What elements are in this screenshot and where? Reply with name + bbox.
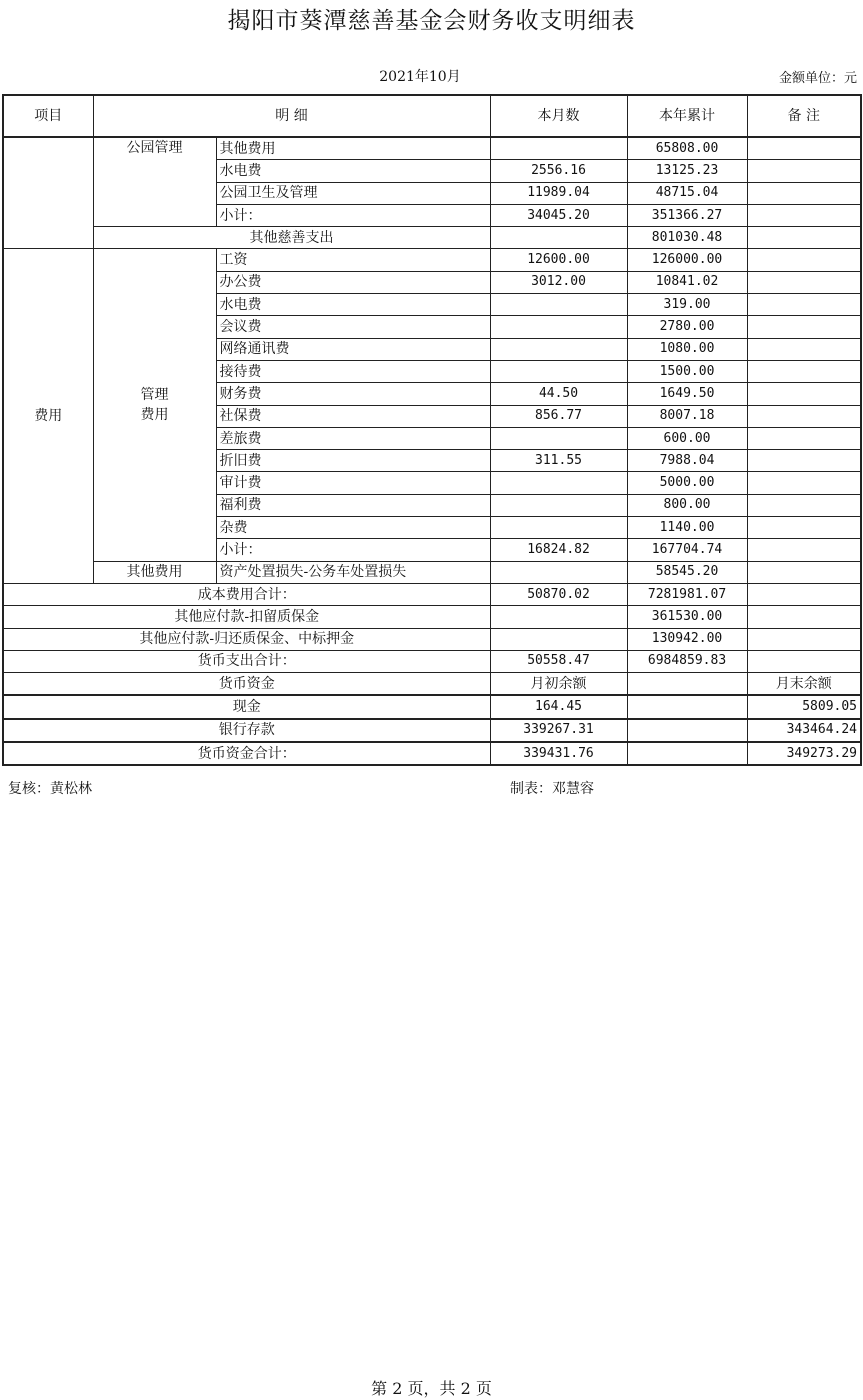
note-cell bbox=[747, 539, 861, 561]
blank-cell bbox=[627, 719, 747, 742]
expense-category-label: 费用 bbox=[3, 249, 93, 583]
ytd-value: 5000.00 bbox=[627, 472, 747, 494]
line-item-name: 社保费 bbox=[216, 405, 490, 427]
line-item-name: 水电费 bbox=[216, 160, 490, 182]
ytd-value: 7988.04 bbox=[627, 450, 747, 472]
month-value: 34045.20 bbox=[490, 204, 627, 226]
month-value bbox=[490, 606, 627, 628]
total-row bbox=[3, 606, 861, 628]
note-cell bbox=[747, 383, 861, 405]
line-item-name: 水电费 bbox=[216, 294, 490, 316]
ytd-value: 351366.27 bbox=[627, 204, 747, 226]
ytd-value: 48715.04 bbox=[627, 182, 747, 204]
month-value bbox=[490, 472, 627, 494]
line-item-name: 会议费 bbox=[216, 316, 490, 338]
month-value: 50558.47 bbox=[490, 650, 627, 672]
reviewer: 复核：黄松林 bbox=[8, 781, 92, 797]
table-row bbox=[3, 249, 861, 271]
table-row bbox=[3, 227, 861, 249]
month-value: 3012.00 bbox=[490, 271, 627, 293]
note-cell bbox=[747, 182, 861, 204]
header-detail: 明 细 bbox=[93, 95, 490, 137]
open-balance-label: 月初余额 bbox=[490, 673, 627, 696]
line-item-name: 审计费 bbox=[216, 472, 490, 494]
funds-row bbox=[3, 742, 861, 765]
ytd-value: 7281981.07 bbox=[627, 583, 747, 605]
ytd-value: 8007.18 bbox=[627, 405, 747, 427]
mgmt-label bbox=[93, 249, 216, 561]
open-balance-value: 339267.31 bbox=[490, 719, 627, 742]
line-item-name: 其他费用 bbox=[216, 137, 490, 160]
report-period: 2021年10月 bbox=[379, 69, 461, 85]
note-cell bbox=[747, 137, 861, 160]
month-value bbox=[490, 316, 627, 338]
open-balance-value: 164.45 bbox=[490, 695, 627, 718]
month-value: 16824.82 bbox=[490, 539, 627, 561]
note-cell bbox=[747, 561, 861, 583]
ytd-value: 1500.00 bbox=[627, 360, 747, 382]
ytd-value: 1080.00 bbox=[627, 338, 747, 360]
ytd-value: 10841.02 bbox=[627, 271, 747, 293]
month-value bbox=[490, 628, 627, 650]
fund-name: 银行存款 bbox=[3, 719, 490, 742]
month-value: 50870.02 bbox=[490, 583, 627, 605]
ytd-value: 130942.00 bbox=[627, 628, 747, 650]
ytd-value: 167704.74 bbox=[627, 539, 747, 561]
month-value: 12600.00 bbox=[490, 249, 627, 271]
ytd-value: 65808.00 bbox=[627, 137, 747, 160]
note-cell bbox=[747, 227, 861, 249]
table-row bbox=[3, 137, 861, 160]
note-cell bbox=[747, 249, 861, 271]
page-number: 第 2 页，共 2 页 bbox=[371, 1379, 492, 1398]
funds-label: 货币资金 bbox=[3, 673, 490, 696]
funds-row bbox=[3, 695, 861, 718]
note-cell bbox=[747, 628, 861, 650]
ytd-value: 58545.20 bbox=[627, 561, 747, 583]
ytd-value: 361530.00 bbox=[627, 606, 747, 628]
month-value bbox=[490, 561, 627, 583]
header-month: 本月数 bbox=[490, 95, 627, 137]
line-item-name: 杂费 bbox=[216, 517, 490, 539]
line-item-name: 公园卫生及管理 bbox=[216, 182, 490, 204]
month-value: 856.77 bbox=[490, 405, 627, 427]
category-cell-blank bbox=[3, 137, 93, 249]
note-cell bbox=[747, 294, 861, 316]
total-row bbox=[3, 650, 861, 672]
note-cell bbox=[747, 271, 861, 293]
note-cell bbox=[747, 338, 861, 360]
header-note: 备 注 bbox=[747, 95, 861, 137]
other-charity-name: 其他慈善支出 bbox=[93, 227, 490, 249]
header-row bbox=[3, 95, 861, 137]
ytd-value: 600.00 bbox=[627, 427, 747, 449]
finance-table bbox=[2, 94, 862, 766]
page-title: 揭阳市葵潭慈善基金会财务收支明细表 bbox=[227, 8, 636, 34]
total-row bbox=[3, 628, 861, 650]
fund-name: 货币资金合计： bbox=[3, 742, 490, 765]
line-item-name: 网络通讯费 bbox=[216, 338, 490, 360]
line-item-name: 折旧费 bbox=[216, 450, 490, 472]
ytd-value: 2780.00 bbox=[627, 316, 747, 338]
funds-row bbox=[3, 719, 861, 742]
ytd-value: 1649.50 bbox=[627, 383, 747, 405]
mgmt-label-line-1: 管理 bbox=[140, 387, 169, 404]
note-cell bbox=[747, 517, 861, 539]
funds-header-row bbox=[3, 673, 861, 696]
month-value bbox=[490, 517, 627, 539]
line-item-name: 小计： bbox=[216, 204, 490, 226]
note-cell bbox=[747, 160, 861, 182]
note-cell bbox=[747, 204, 861, 226]
note-cell bbox=[747, 360, 861, 382]
park-label: 公园管理 bbox=[93, 137, 216, 227]
month-value: 311.55 bbox=[490, 450, 627, 472]
ytd-value: 126000.00 bbox=[627, 249, 747, 271]
total-name: 成本费用合计： bbox=[3, 583, 490, 605]
total-name: 货币支出合计： bbox=[3, 650, 490, 672]
note-cell bbox=[747, 494, 861, 516]
line-item-name: 资产处置损失-公务车处置损失 bbox=[216, 561, 490, 583]
line-item-name: 财务费 bbox=[216, 383, 490, 405]
ytd-value: 319.00 bbox=[627, 294, 747, 316]
note-cell bbox=[747, 427, 861, 449]
total-name: 其他应付款-扣留质保金 bbox=[3, 606, 490, 628]
line-item-name: 差旅费 bbox=[216, 427, 490, 449]
close-balance-value: 5809.05 bbox=[747, 695, 861, 718]
total-row bbox=[3, 583, 861, 605]
open-balance-value: 339431.76 bbox=[490, 742, 627, 765]
note-cell bbox=[747, 316, 861, 338]
month-value bbox=[490, 338, 627, 360]
fund-name: 现金 bbox=[3, 695, 490, 718]
month-value bbox=[490, 360, 627, 382]
note-cell bbox=[747, 472, 861, 494]
month-value bbox=[490, 427, 627, 449]
month-value bbox=[490, 494, 627, 516]
ytd-value: 1140.00 bbox=[627, 517, 747, 539]
mgmt-label-line-2: 费用 bbox=[140, 407, 169, 424]
ytd-value: 800.00 bbox=[627, 494, 747, 516]
other-expense-label: 其他费用 bbox=[93, 561, 216, 583]
note-cell bbox=[747, 450, 861, 472]
close-balance-label: 月末余额 bbox=[747, 673, 861, 696]
close-balance-value: 349273.29 bbox=[747, 742, 861, 765]
line-item-name: 小计： bbox=[216, 539, 490, 561]
total-name: 其他应付款-归还质保金、中标押金 bbox=[3, 628, 490, 650]
blank-cell bbox=[627, 742, 747, 765]
table-row bbox=[3, 561, 861, 583]
note-cell bbox=[747, 583, 861, 605]
month-value: 44.50 bbox=[490, 383, 627, 405]
ytd-value: 6984859.83 bbox=[627, 650, 747, 672]
preparer: 制表：邓慧容 bbox=[510, 781, 594, 797]
month-value bbox=[490, 137, 627, 160]
close-balance-value: 343464.24 bbox=[747, 719, 861, 742]
month-value: 11989.04 bbox=[490, 182, 627, 204]
header-item: 项目 bbox=[3, 95, 93, 137]
month-value: 2556.16 bbox=[490, 160, 627, 182]
ytd-value: 801030.48 bbox=[627, 227, 747, 249]
amount-unit: 金额单位：元 bbox=[778, 71, 857, 86]
ytd-value: 13125.23 bbox=[627, 160, 747, 182]
line-item-name: 福利费 bbox=[216, 494, 490, 516]
month-value bbox=[490, 294, 627, 316]
note-cell bbox=[747, 606, 861, 628]
month-value bbox=[490, 227, 627, 249]
blank-cell bbox=[627, 673, 747, 696]
header-ytd: 本年累计 bbox=[627, 95, 747, 137]
line-item-name: 接待费 bbox=[216, 360, 490, 382]
blank-cell bbox=[627, 695, 747, 718]
line-item-name: 办公费 bbox=[216, 271, 490, 293]
note-cell bbox=[747, 650, 861, 672]
note-cell bbox=[747, 405, 861, 427]
line-item-name: 工资 bbox=[216, 249, 490, 271]
